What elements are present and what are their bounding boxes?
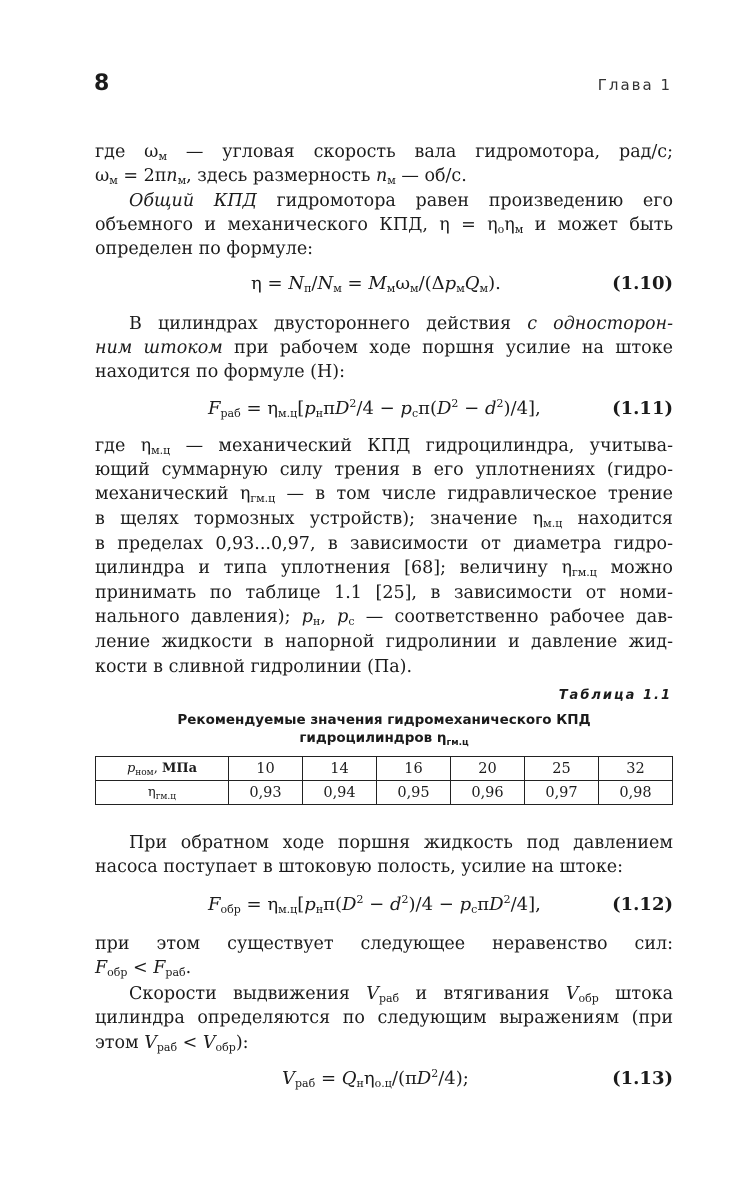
text-line: в щелях тормозных устройств); значение $\eta_{м.ц}$ находится <box>95 509 673 530</box>
table-cell: 0,95 <box>377 781 451 805</box>
text-line: ним штоком при рабочем ходе поршня усилие на штоке <box>95 338 673 358</box>
table-title: гидроцилиндров $\eta_{гм.ц}$ <box>299 730 469 748</box>
efficiency-table <box>95 756 673 805</box>
text-line: насоса поступает в штоковую полость, усилие на штоке: <box>95 857 624 877</box>
table-cell: 0,94 <box>303 781 377 805</box>
text-line: где $\eta_{м.ц}$ — механический КПД гидроцилиндра, учитыва- <box>95 436 673 457</box>
text-line: где $\omega_м$ — угловая скорость вала гидромотора, рад/с; <box>95 142 673 163</box>
table-cell: 20 <box>451 757 525 781</box>
table-row <box>96 781 673 805</box>
text-line: в пределах 0,93...0,97, в зависимости от диаметра гидро- <box>95 534 673 554</box>
text-line: При обратном ходе поршня жидкость под давлением <box>129 833 673 853</box>
table-cell: 32 <box>599 757 673 781</box>
text-line: Общий КПД гидромотора равен произведению его <box>129 191 673 211</box>
table-cell: 16 <box>377 757 451 781</box>
text-line: механический $\eta_{гм.ц}$ — в том числе гидравлическое трение <box>95 484 673 505</box>
table-cell: 0,96 <box>451 781 525 805</box>
chapter-header: Глава 1 <box>597 76 672 94</box>
text-line: при этом существует следующее неравенство сил: <box>95 934 673 954</box>
text-line: этом $V_{раб} < V_{обр}$): <box>95 1033 249 1054</box>
text-line: Скорости выдвижения $V_{раб}$ и втягивания $V_{обр}$ штока <box>129 984 673 1005</box>
table-cell: 0,98 <box>599 781 673 805</box>
text-line: ющий суммарную силу трения в его уплотнениях (гидро- <box>95 460 673 480</box>
table-cell: 14 <box>303 757 377 781</box>
text-line: нального давления); $p_н$, $p_с$ — соответственно рабочее дав- <box>95 607 673 628</box>
table-header-cell: $p_{ном}$, МПа <box>96 757 229 781</box>
table-cell: 0,97 <box>525 781 599 805</box>
table-cell: 10 <box>229 757 303 781</box>
text-line: В цилиндрах двустороннего действия с односторон- <box>129 314 673 334</box>
page-number: 8 <box>94 71 110 96</box>
text-line: определен по формуле: <box>95 239 314 259</box>
text-line: принимать по таблице 1.1 [25], в зависимости от номи- <box>95 583 673 603</box>
text-line: $\omega_м = 2\pi n_м$, здесь размерность $n_м$ — об/с. <box>95 166 467 187</box>
table-cell: 0,93 <box>229 781 303 805</box>
text-line: цилиндра и типа уплотнения [68]; величину $\eta_{гм.ц}$ можно <box>95 558 673 579</box>
table-row <box>96 757 673 781</box>
table-caption: Таблица 1.1 <box>558 688 672 703</box>
table-title: Рекомендуемые значения гидромеханического КПД <box>177 712 591 728</box>
table-cell: 25 <box>525 757 599 781</box>
text-line: объемного и механического КПД, $\eta = \eta_о\eta_м$ и может быть <box>95 215 673 236</box>
text-line: цилиндра определяются по следующим выражениям (при <box>95 1008 673 1028</box>
text-line: $F_{обр} < F_{раб}$. <box>95 958 192 979</box>
text-line: находится по формуле (Н): <box>95 362 345 382</box>
equation-number: (1.10) <box>612 273 673 294</box>
equation-number: (1.13) <box>612 1068 673 1089</box>
equation-number: (1.12) <box>612 894 673 915</box>
text-line: кости в сливной гидролинии (Па). <box>95 657 413 677</box>
text-line: ление жидкости в напорной гидролинии и давление жид- <box>95 632 673 652</box>
table-header-cell: $\eta_{гм.ц}$ <box>96 781 229 805</box>
equation-number: (1.11) <box>612 398 673 419</box>
